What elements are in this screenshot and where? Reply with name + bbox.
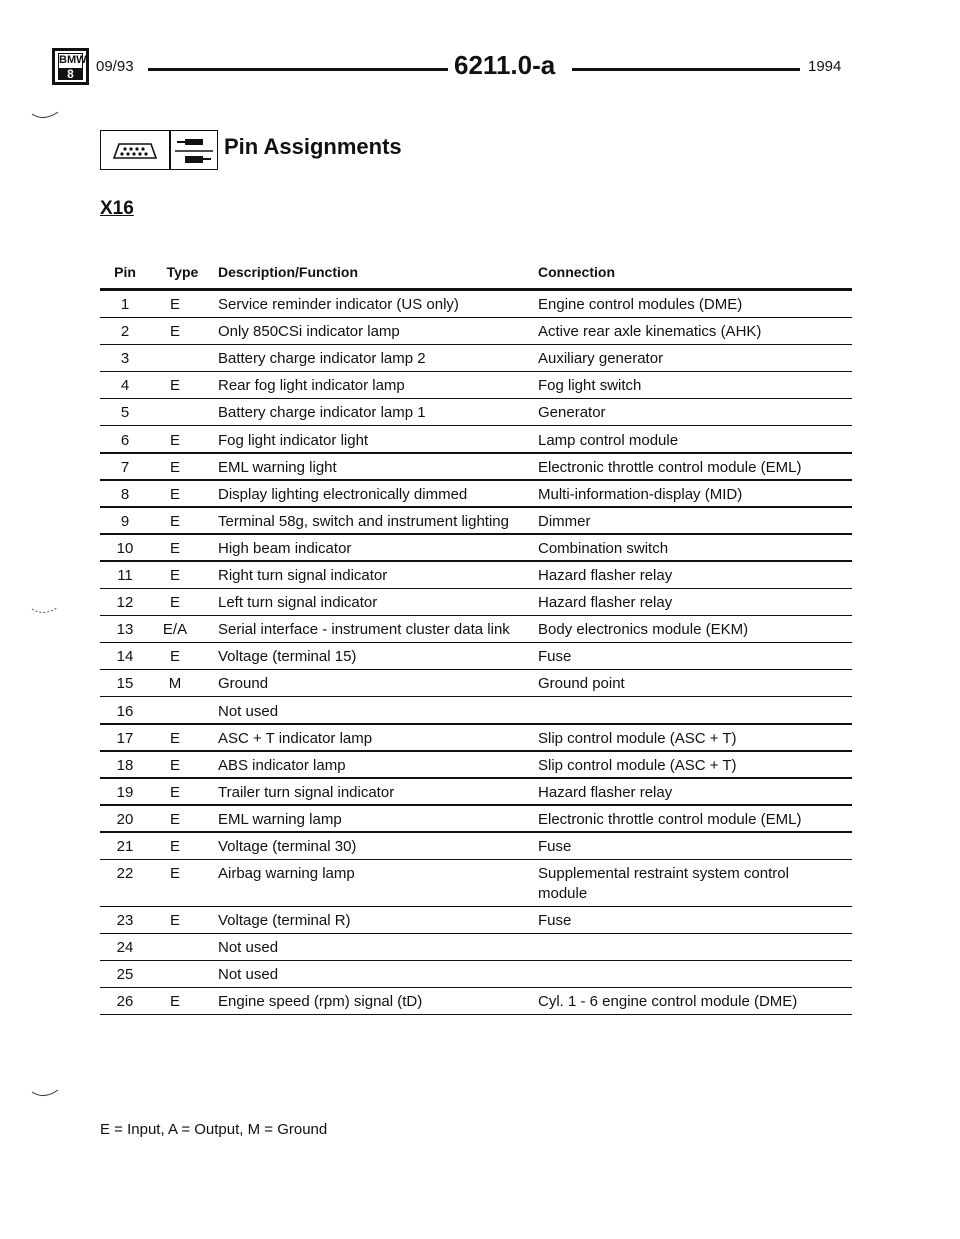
connection-cell: Fuse <box>538 912 572 930</box>
connection-cell: Combination switch <box>538 539 669 557</box>
connection-cell: Fog light switch <box>538 377 642 395</box>
table-row <box>100 345 852 372</box>
page-header <box>52 48 852 88</box>
pin-cell: 5 <box>120 404 130 422</box>
pin-cell: 4 <box>120 377 130 395</box>
description-cell: Only 850CSi indicator lamp <box>218 323 400 341</box>
description-cell: Voltage (terminal R) <box>218 912 351 930</box>
description-cell: Not used <box>218 966 279 984</box>
pin-cell: 22 <box>116 865 134 883</box>
header-date: 09/93 <box>96 58 134 75</box>
title-box-divider <box>169 131 171 169</box>
type-cell: E <box>169 431 180 449</box>
scan-mark <box>30 605 60 619</box>
type-cell: E <box>169 458 180 476</box>
description-cell: Battery charge indicator lamp 1 <box>218 404 426 422</box>
scan-mark <box>30 110 60 124</box>
pin-cell: 18 <box>116 756 134 774</box>
type-cell: E <box>169 810 180 828</box>
connection-cell: Hazard flasher relay <box>538 594 673 612</box>
type-cell: E <box>169 377 180 395</box>
connection-cell: Slip control module (ASC + T) <box>538 756 737 774</box>
description-cell: Serial interface - instrument cluster data link <box>218 621 510 639</box>
logo-text-top: BMW <box>58 53 83 69</box>
pin-cell: 20 <box>116 810 134 828</box>
header-rule-left <box>148 68 448 71</box>
connection-cell: Hazard flasher relay <box>538 567 673 584</box>
table-row <box>100 752 852 779</box>
connection-cell: Electronic throttle control module (EML) <box>538 458 802 476</box>
connection-cell: Lamp control module <box>538 431 679 449</box>
description-cell: Left turn signal indicator <box>218 594 378 612</box>
pin-cell: 8 <box>120 485 130 503</box>
bmw-8-logo <box>52 48 89 85</box>
header-rule-right <box>572 68 800 71</box>
pin-cell: 26 <box>116 993 134 1011</box>
description-cell: ASC + T indicator lamp <box>218 729 373 747</box>
description-cell: Airbag warning lamp <box>218 865 355 883</box>
connector-label: X16 <box>100 198 134 219</box>
pin-cell: 10 <box>116 539 134 557</box>
pin-cell: 24 <box>116 939 134 957</box>
table-row <box>100 291 852 318</box>
description-cell: Ground <box>218 675 269 693</box>
table-row <box>100 934 852 961</box>
connection-cell: Generator <box>538 404 606 422</box>
description-cell: Fog light indicator light <box>218 431 369 449</box>
type-cell: E/A <box>162 621 188 639</box>
pin-cell: 3 <box>120 350 130 368</box>
type-cell: E <box>169 729 180 747</box>
connection-cell: Fuse <box>538 838 572 855</box>
type-cell: E <box>169 539 180 557</box>
description-cell: Trailer turn signal indicator <box>218 783 395 801</box>
description-cell: Engine speed (rpm) signal (tD) <box>218 993 423 1011</box>
pin-cell: 17 <box>116 729 134 747</box>
description-cell: EML warning light <box>218 458 337 476</box>
table-row <box>100 860 852 907</box>
type-cell: M <box>168 675 182 693</box>
logo-text-bottom: 8 <box>58 68 83 80</box>
table-row <box>100 988 852 1015</box>
connection-cell: Body electronics module (EKM) <box>538 621 749 639</box>
table-row <box>100 372 852 399</box>
connection-cell: Cyl. 1 - 6 engine control module (DME) <box>538 993 798 1011</box>
type-cell: E <box>169 838 180 855</box>
table-row <box>100 508 852 535</box>
connection-cell: Dimmer <box>538 512 591 530</box>
pin-cell: 7 <box>120 458 130 476</box>
pin-cell: 2 <box>120 323 130 341</box>
table-header <box>100 264 852 286</box>
type-cell: E <box>169 648 180 666</box>
pin-cell: 1 <box>120 296 130 313</box>
pin-cell: 9 <box>120 512 130 530</box>
description-cell: Not used <box>218 702 279 720</box>
pin-cell: 23 <box>116 912 134 930</box>
table-row <box>100 725 852 752</box>
table-row <box>100 454 852 481</box>
row-divider <box>100 1014 852 1016</box>
table-row <box>100 779 852 806</box>
pin-cell: 13 <box>116 621 134 639</box>
table-row <box>100 833 852 860</box>
connection-cell: Slip control module (ASC + T) <box>538 729 737 747</box>
description-cell: Voltage (terminal 30) <box>218 838 357 855</box>
description-cell: Voltage (terminal 15) <box>218 648 357 666</box>
connection-cell: Multi-information-display (MID) <box>538 485 743 503</box>
type-legend: E = Input, A = Output, M = Ground <box>100 1121 328 1138</box>
connection-cell: Hazard flasher relay <box>538 783 673 801</box>
connection-cell: Active rear axle kinematics (AHK) <box>538 323 762 341</box>
description-cell: ABS indicator lamp <box>218 756 346 774</box>
connection-cell: Ground point <box>538 675 625 693</box>
table-row <box>100 670 852 697</box>
header-code: 6211.0-a <box>454 50 556 80</box>
table-row <box>100 589 852 616</box>
description-cell: Display lighting electronically dimmed <box>218 485 468 503</box>
description-cell: EML warning lamp <box>218 810 342 828</box>
type-cell: E <box>169 296 180 313</box>
table-row <box>100 907 852 934</box>
description-cell: High beam indicator <box>218 539 352 557</box>
table-row <box>100 562 852 589</box>
description-cell: Not used <box>218 939 279 957</box>
type-cell: E <box>169 783 180 801</box>
table-row <box>100 616 852 643</box>
type-cell: E <box>169 512 180 530</box>
column-header-pin: Pin <box>114 264 136 280</box>
type-cell: E <box>169 485 180 503</box>
connection-cell: Auxiliary generator <box>538 350 664 368</box>
description-cell: Service reminder indicator (US only) <box>218 296 459 313</box>
pin-cell: 25 <box>116 966 134 984</box>
table-row <box>100 535 852 562</box>
column-header-description: Description/Function <box>218 264 358 280</box>
type-cell: E <box>169 594 180 612</box>
pin-cell: 14 <box>116 648 134 666</box>
type-cell: E <box>169 323 180 341</box>
type-cell: E <box>169 756 180 774</box>
description-cell: Terminal 58g, switch and instrument lighting <box>218 512 509 530</box>
pin-cell: 16 <box>116 702 134 720</box>
table-row <box>100 643 852 670</box>
description-cell: Rear fog light indicator lamp <box>218 377 405 395</box>
title-icon-box <box>100 130 218 170</box>
type-cell: E <box>169 567 180 584</box>
pin-cell: 15 <box>116 675 134 693</box>
table-row <box>100 481 852 508</box>
table-row <box>100 961 852 988</box>
column-header-type: Type <box>166 264 199 280</box>
description-cell: Right turn signal indicator <box>218 567 388 584</box>
plug-pin-icon <box>175 136 213 166</box>
connector-icon <box>113 143 157 159</box>
table-row <box>100 427 852 454</box>
table-row <box>100 318 852 345</box>
type-cell: E <box>169 912 180 930</box>
description-cell: Battery charge indicator lamp 2 <box>218 350 426 368</box>
table-row <box>100 698 852 725</box>
pin-cell: 12 <box>116 594 134 612</box>
connection-cell: Supplemental restraint system control module <box>538 865 789 903</box>
page-title: Pin Assignments <box>224 134 402 159</box>
type-cell: E <box>169 993 180 1011</box>
pin-cell: 6 <box>120 431 130 449</box>
pin-cell: 21 <box>116 838 134 855</box>
header-year: 1994 <box>808 58 842 75</box>
connection-cell: Electronic throttle control module (EML) <box>538 810 802 828</box>
type-cell: E <box>169 865 180 883</box>
scan-mark <box>30 1088 60 1102</box>
column-header-connection: Connection <box>538 264 615 280</box>
table-row <box>100 806 852 833</box>
pin-cell: 19 <box>116 783 134 801</box>
table-row <box>100 399 852 426</box>
connection-cell: Fuse <box>538 648 572 666</box>
pin-cell: 11 <box>117 567 133 584</box>
connection-cell: Engine control modules (DME) <box>538 296 743 313</box>
